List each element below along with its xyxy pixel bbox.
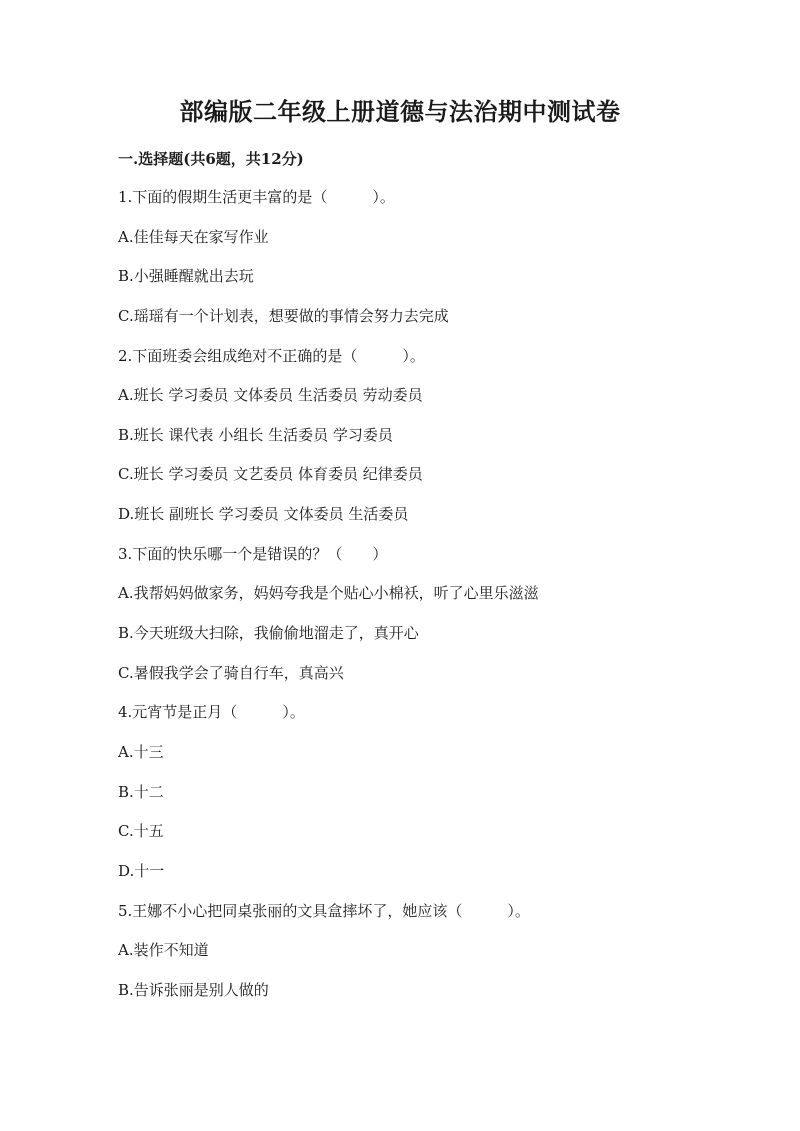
answer-option: A.十三 xyxy=(118,742,164,761)
question-stem: 1.下面的假期生活更丰富的是（ ）。 xyxy=(118,188,395,206)
answer-option: B.十二 xyxy=(118,782,164,801)
question-stem: 3.下面的快乐哪一个是错误的？（ ） xyxy=(118,544,388,563)
answer-option: C.十五 xyxy=(118,822,164,841)
answer-option: A.班长 学习委员 文体委员 生活委员 劳动委员 xyxy=(118,386,423,405)
question-stem: 2.下面班委会组成绝对不正确的是（ ）。 xyxy=(118,346,425,365)
question-stem: 4.元宵节是正月（ ）。 xyxy=(118,703,305,722)
answer-option: D.班长 副班长 学习委员 文体委员 生活委员 xyxy=(118,505,409,524)
question-stem: 5.王娜不小心把同桌张丽的文具盒摔坏了，她应该（ ）。 xyxy=(118,901,530,920)
answer-option: B.今天班级大扫除，我偷偷地溜走了，真开心 xyxy=(118,624,419,643)
answer-option: B.班长 课代表 小组长 生活委员 学习委员 xyxy=(118,425,393,444)
answer-option: B.小强睡醒就出去玩 xyxy=(118,267,254,286)
answer-option: C.班长 学习委员 文艺委员 体育委员 纪律委员 xyxy=(118,465,423,484)
answer-option: C.瑶瑶有一个计划表，想要做的事情会努力去完成 xyxy=(118,306,449,325)
answer-option: A.装作不知道 xyxy=(118,941,209,960)
section-heading: 一.选择题(共6题，共12分) xyxy=(118,150,304,168)
answer-option: A.我帮妈妈做家务，妈妈夸我是个贴心小棉袄，听了心里乐滋滋 xyxy=(118,584,539,603)
answer-option: B.告诉张丽是别人做的 xyxy=(118,980,269,999)
page-title: 部编版二年级上册道德与法治期中测试卷 xyxy=(179,97,621,126)
answer-option: C.暑假我学会了骑自行车，真高兴 xyxy=(118,663,344,682)
answer-option: A.佳佳每天在家写作业 xyxy=(118,227,269,246)
answer-option: D.十一 xyxy=(118,861,165,880)
question-list xyxy=(118,186,718,1018)
